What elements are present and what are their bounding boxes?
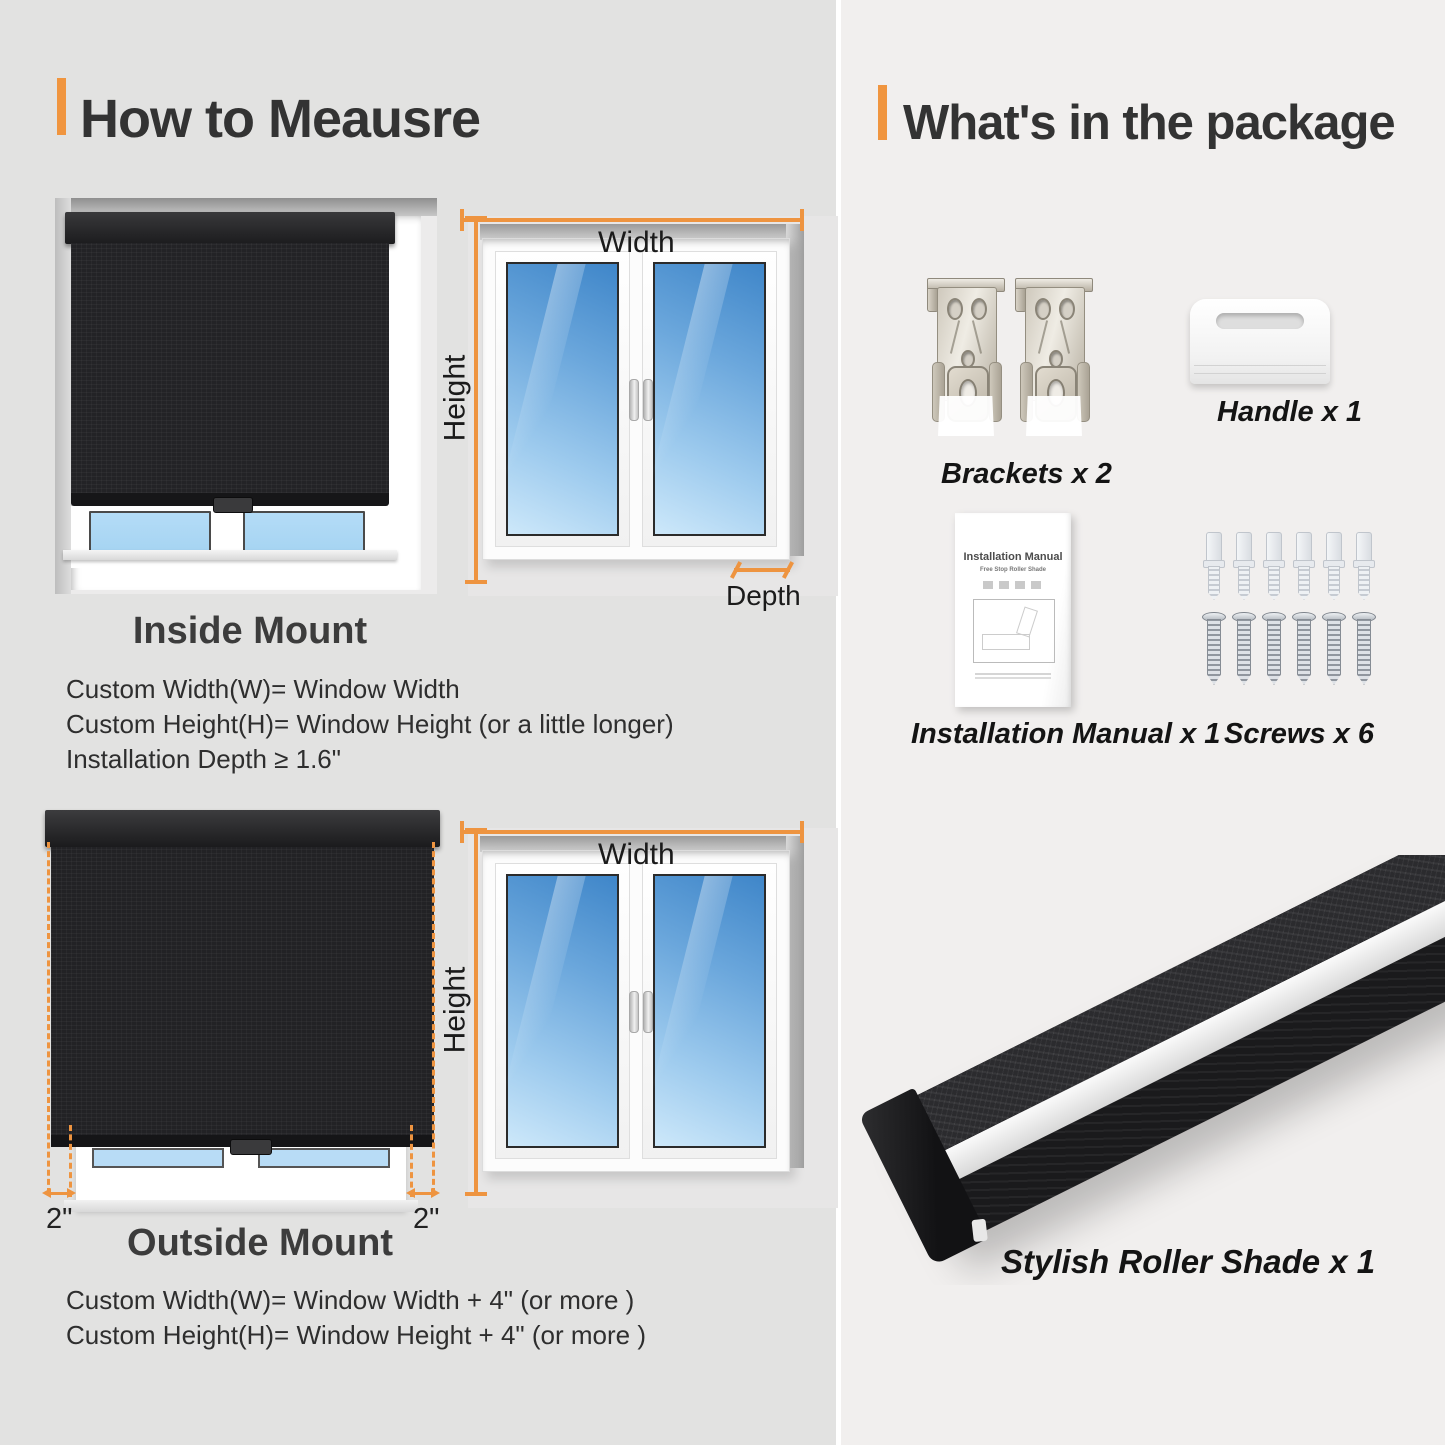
window-glass (653, 262, 766, 536)
overhang-guide-line (432, 842, 435, 1194)
window-pane (89, 511, 211, 553)
shade-pull-tab (230, 1139, 272, 1155)
bracket-foot (1026, 396, 1082, 436)
bracket-hole (947, 298, 963, 320)
roller-shade-item (845, 855, 1445, 1285)
roller-shade-bar (871, 855, 1445, 1254)
shade-pull-tab (213, 497, 253, 513)
outside-mount-line2: Custom Height(H)= Window Height + 4" (or more ) (66, 1320, 646, 1350)
manual-cover-icons (983, 581, 1043, 589)
title-accent-bar (57, 78, 66, 135)
height-label: Height (438, 966, 472, 1054)
shade-fabric (51, 847, 434, 1142)
depth-label: Depth (726, 580, 801, 611)
wall-anchor (1355, 532, 1371, 598)
dimension-cap (465, 580, 487, 584)
screw (1352, 612, 1374, 684)
screw (1262, 612, 1284, 684)
overhang-arrow (414, 1192, 432, 1195)
title-accent-bar (878, 85, 887, 140)
wall-anchor (1235, 532, 1251, 598)
manual-cover-footnote (975, 673, 1051, 675)
shade-label: Stylish Roller Shade x 1 (1001, 1243, 1376, 1280)
inside-mount-line2: Custom Height(H)= Window Height (or a little longer) (66, 709, 674, 739)
inside-measure-diagram (438, 196, 838, 611)
overhang-arrow (50, 1192, 68, 1195)
bracket-emboss (950, 320, 960, 353)
window-sash-left (495, 863, 630, 1159)
dimension-cap (465, 1192, 487, 1196)
window-glass (506, 262, 619, 536)
bracket-hole (971, 298, 987, 320)
window-handle (643, 991, 653, 1033)
outside-mount-text (66, 1283, 646, 1353)
window-handle (629, 379, 639, 421)
window-glass (506, 874, 619, 1148)
recess-left-shadow (55, 198, 71, 594)
wall-anchor (1265, 532, 1281, 598)
handle-ridge (1194, 373, 1326, 374)
screws-label: Screws x 6 (1224, 718, 1374, 750)
outside-mount-photo (38, 800, 442, 1250)
window-frame (482, 238, 790, 560)
window-sill (64, 1200, 418, 1212)
window-handle (629, 991, 639, 1033)
window-frame (482, 850, 790, 1172)
width-dimension-line (460, 830, 804, 834)
dimension-cap (465, 216, 487, 220)
manual-label: Installation Manual x 1 (911, 718, 1221, 750)
bracket-item (1021, 278, 1089, 438)
bracket-item (933, 278, 1001, 438)
window-pane (258, 1148, 390, 1168)
window-handle (643, 379, 653, 421)
overhang-guide-line (47, 842, 50, 1194)
outside-mount-line1: Custom Width(W)= Window Width + 4" (or more ) (66, 1285, 635, 1315)
dimension-cap (800, 209, 804, 231)
left-title: How to Meausre (80, 89, 481, 150)
window-sill (63, 550, 397, 560)
window-sash-right (642, 863, 777, 1159)
wall-anchor (1205, 532, 1221, 598)
outside-measure-diagram (438, 808, 838, 1218)
brackets-label: Brackets x 2 (941, 458, 1112, 490)
dimension-cap (460, 821, 464, 843)
screw (1322, 612, 1344, 684)
window-glass (653, 874, 766, 1148)
window-pane (92, 1148, 224, 1168)
manual-cover-subtitle: Free Stop Roller Shade (979, 567, 1046, 573)
window-edge-guide-line (410, 1125, 413, 1197)
right-title: What's in the package (903, 95, 1395, 150)
shade-cassette (45, 810, 440, 847)
installation-manual-item (955, 513, 1071, 707)
handle-slot (1216, 313, 1304, 329)
manual-cover-diagram (973, 599, 1055, 663)
dimension-cap (460, 209, 464, 231)
package-contents-panel (841, 0, 1445, 1445)
inside-mount-line1: Custom Width(W)= Window Width (66, 674, 460, 704)
handle-label: Handle x 1 (1217, 396, 1363, 428)
inside-mount-photo (55, 198, 437, 594)
depth-dimension-mark (734, 568, 790, 572)
width-label: Width (598, 226, 675, 259)
inside-mount-heading: Inside Mount (132, 610, 368, 652)
shade-bar-roller-end (971, 1219, 987, 1242)
outside-mount-heading: Outside Mount (127, 1222, 393, 1264)
window-edge-guide-line (69, 1125, 72, 1197)
overhang-right-value: 2" (413, 1203, 440, 1235)
wall-anchor (1325, 532, 1341, 598)
overhang-left-value: 2" (46, 1203, 73, 1235)
window-pane (243, 511, 365, 553)
bracket-emboss (1038, 320, 1048, 353)
bracket-hole (1059, 298, 1075, 320)
height-dimension-line (474, 828, 478, 1196)
height-label: Height (438, 354, 472, 442)
handle-item (1190, 299, 1330, 384)
dimension-cap (465, 828, 487, 832)
bracket-emboss (1060, 320, 1070, 353)
width-label: Width (598, 838, 675, 871)
bracket-foot (938, 396, 994, 436)
shade-fabric (71, 243, 389, 501)
inside-mount-line3: Installation Depth ≥ 1.6" (66, 744, 341, 774)
window-sash-right (642, 251, 777, 547)
manual-cover-title: Installation Manual (963, 551, 1063, 563)
screw (1232, 612, 1254, 684)
dimension-cap (800, 821, 804, 843)
bracket-emboss (972, 320, 982, 353)
screw (1202, 612, 1224, 684)
width-dimension-line (460, 218, 804, 222)
window-sash-left (495, 251, 630, 547)
screw (1292, 612, 1314, 684)
bracket-hole (1035, 298, 1051, 320)
height-dimension-line (474, 216, 478, 584)
inside-mount-text (66, 672, 674, 777)
handle-ridge (1194, 365, 1326, 366)
shade-cassette (65, 212, 395, 244)
wall-anchor (1295, 532, 1311, 598)
